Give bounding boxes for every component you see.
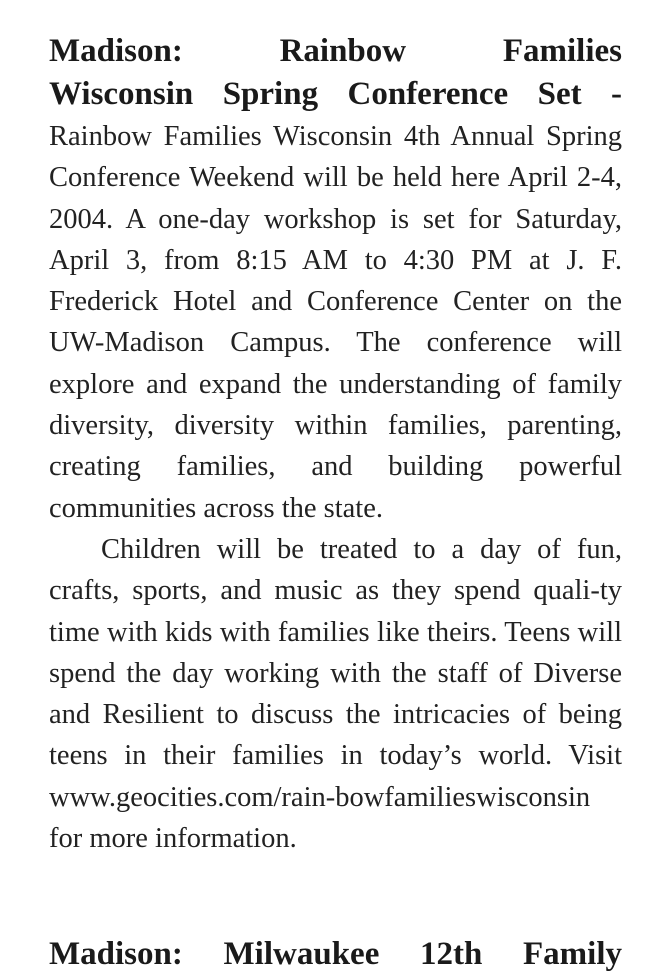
next-article-headline-fragment: Madison: Milwaukee 12th Family: [49, 936, 622, 972]
headline-line-2: Wisconsin Spring Conference Set -: [49, 76, 622, 112]
article-headline: [49, 30, 622, 116]
headline-line-1: Madison: Rainbow Families: [49, 33, 622, 69]
news-article: [49, 30, 622, 859]
previous-article-fragment: [18, 0, 628, 6]
next-article-fragment: [49, 934, 622, 972]
previous-article-text-fragment: [18, 0, 628, 10]
article-paragraph-2: Children will be treated to a day of fun, crafts, sports, and music as they spend quali-ty time with kids with families like theirs. Teens will spend the day working with the staff of Diverse and Resilient to discuss the intricacies of being teens in their families in today’s world. Visit www.geocities.com/rain-bowfamilieswisconsin for more information.: [49, 533, 622, 855]
article-paragraph-1: Rainbow Families Wisconsin 4th Annual Spring Conference Weekend will be held here April 2-4, 2004. A one-day workshop is set for Saturday, April 3, from 8:15 AM to 4:30 PM at J. F. Frederick Hotel and Conference Center on the UW-Madison Campus. The conference will explore and expand the understanding of family diversity, diversity within families, parenting, creating families, and building powerful communities across the state.: [49, 121, 622, 524]
